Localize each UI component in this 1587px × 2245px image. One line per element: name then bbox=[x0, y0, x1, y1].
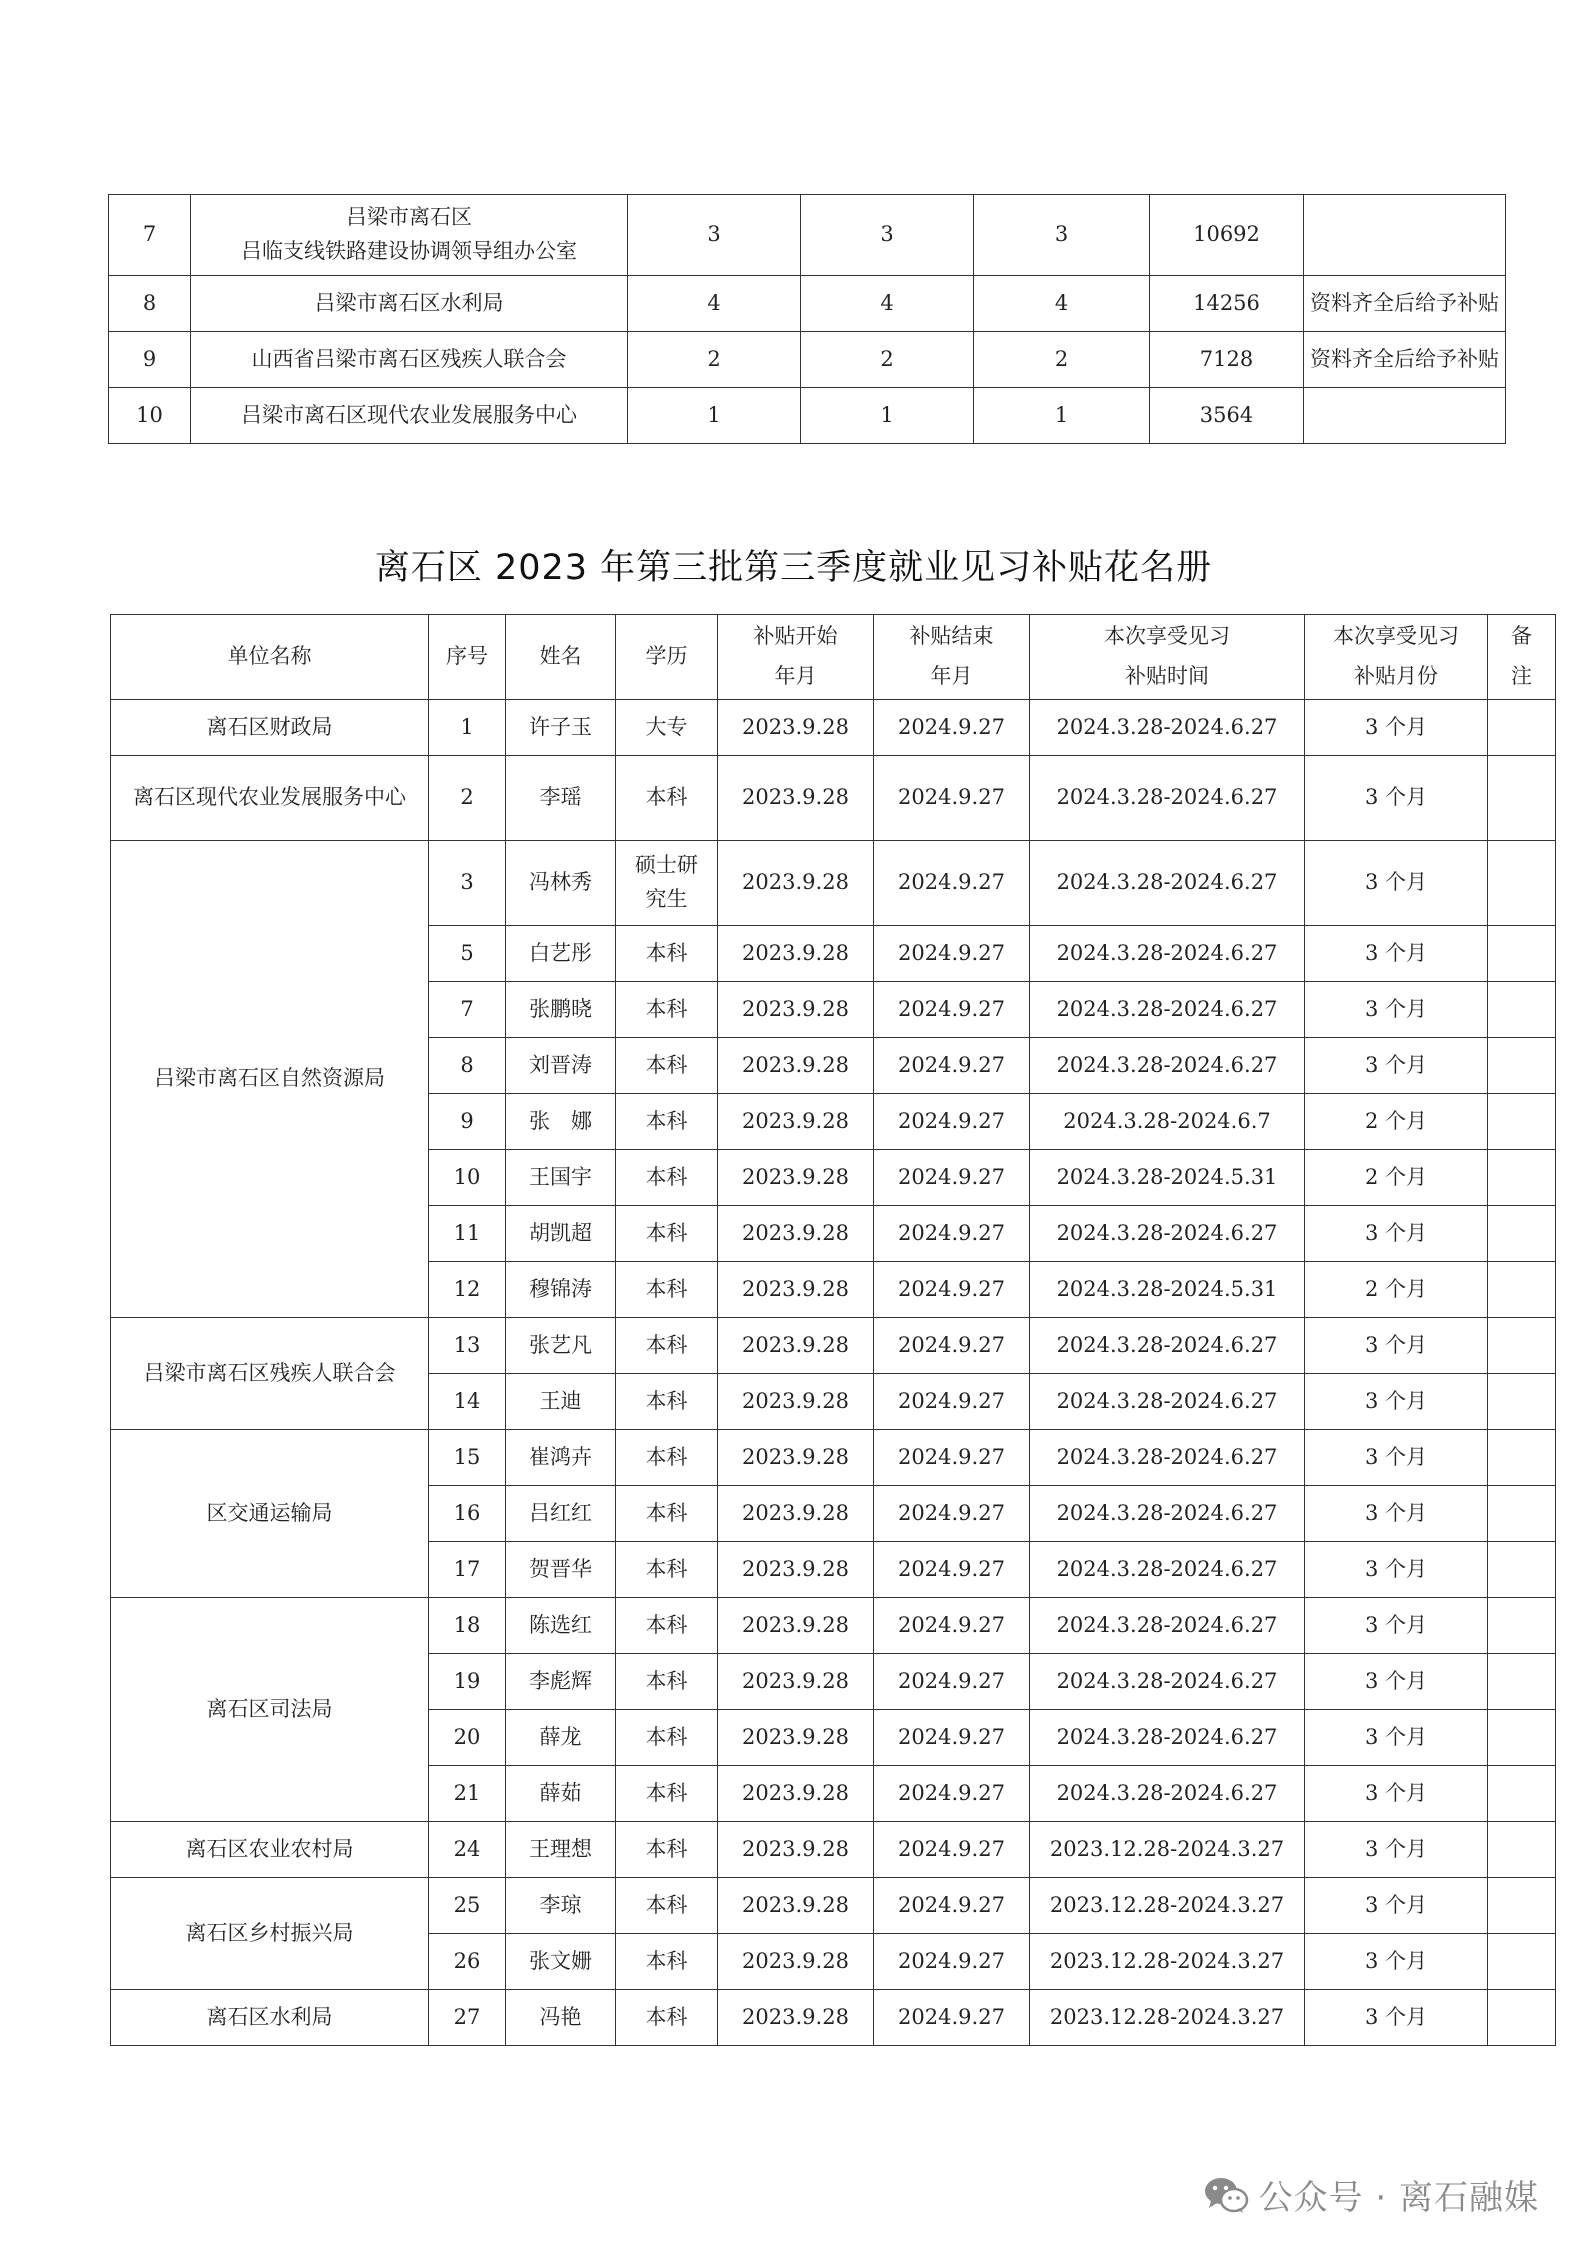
subsidy-period: 2024.3.28-2024.6.7 bbox=[1030, 1094, 1305, 1150]
table-row bbox=[111, 1990, 1556, 2046]
person-name: 白艺彤 bbox=[506, 926, 616, 982]
end-date: 2024.9.27 bbox=[874, 841, 1030, 926]
note-cell bbox=[1488, 982, 1556, 1038]
subsidy-months: 3 个月 bbox=[1305, 700, 1488, 756]
subsidy-period: 2024.3.28-2024.6.27 bbox=[1030, 926, 1305, 982]
table-row bbox=[111, 841, 1556, 926]
table-row bbox=[111, 1822, 1556, 1878]
row-no: 7 bbox=[109, 195, 191, 276]
subsidy-period: 2023.12.28-2024.3.27 bbox=[1030, 1990, 1305, 2046]
person-name: 王理想 bbox=[506, 1822, 616, 1878]
row-no: 18 bbox=[429, 1598, 506, 1654]
subsidy-period: 2023.12.28-2024.3.27 bbox=[1030, 1934, 1305, 1990]
note-cell bbox=[1488, 1598, 1556, 1654]
row-no: 10 bbox=[429, 1150, 506, 1206]
table-row bbox=[109, 195, 1506, 276]
unit-cell: 离石区水利局 bbox=[111, 1990, 429, 2046]
note-cell bbox=[1488, 926, 1556, 982]
row-no: 13 bbox=[429, 1318, 506, 1374]
table-row bbox=[111, 1598, 1556, 1654]
header-months-line2: 补贴月份 bbox=[1354, 664, 1438, 688]
row-no: 24 bbox=[429, 1822, 506, 1878]
start-date: 2023.9.28 bbox=[718, 1094, 874, 1150]
note-cell bbox=[1488, 1710, 1556, 1766]
amount: 10692 bbox=[1150, 195, 1304, 276]
subsidy-months: 3 个月 bbox=[1305, 1486, 1488, 1542]
start-date: 2023.9.28 bbox=[718, 1486, 874, 1542]
note-cell bbox=[1488, 1654, 1556, 1710]
header-period-line2: 补贴时间 bbox=[1125, 664, 1209, 688]
subsidy-months: 3 个月 bbox=[1305, 1374, 1488, 1430]
unit-cell: 离石区财政局 bbox=[111, 700, 429, 756]
note-cell bbox=[1488, 1542, 1556, 1598]
subsidy-period: 2024.3.28-2024.6.27 bbox=[1030, 1486, 1305, 1542]
subsidy-period: 2024.3.28-2024.6.27 bbox=[1030, 1598, 1305, 1654]
education bbox=[616, 841, 718, 926]
end-date: 2024.9.27 bbox=[874, 1766, 1030, 1822]
education: 本科 bbox=[616, 1878, 718, 1934]
table-row bbox=[111, 700, 1556, 756]
subsidy-months: 3 个月 bbox=[1305, 926, 1488, 982]
end-date: 2024.9.27 bbox=[874, 1710, 1030, 1766]
count-c: 4 bbox=[974, 276, 1150, 332]
note-cell bbox=[1488, 1822, 1556, 1878]
count-a: 2 bbox=[628, 332, 801, 388]
row-no: 14 bbox=[429, 1374, 506, 1430]
education: 本科 bbox=[616, 1262, 718, 1318]
start-date: 2023.9.28 bbox=[718, 1206, 874, 1262]
start-date: 2023.9.28 bbox=[718, 1654, 874, 1710]
subsidy-period: 2024.3.28-2024.6.27 bbox=[1030, 982, 1305, 1038]
table-row bbox=[111, 756, 1556, 841]
education: 本科 bbox=[616, 1318, 718, 1374]
watermark-text: 公众号 · 离石融媒 bbox=[1258, 2178, 1539, 2218]
start-date: 2023.9.28 bbox=[718, 700, 874, 756]
unit-name bbox=[191, 195, 628, 276]
start-date: 2023.9.28 bbox=[718, 1542, 874, 1598]
education: 本科 bbox=[616, 1430, 718, 1486]
subsidy-period: 2024.3.28-2024.6.27 bbox=[1030, 1206, 1305, 1262]
note-cell bbox=[1488, 700, 1556, 756]
start-date: 2023.9.28 bbox=[718, 756, 874, 841]
person-name: 贺晋华 bbox=[506, 1542, 616, 1598]
start-date: 2023.9.28 bbox=[718, 1598, 874, 1654]
header-note bbox=[1488, 615, 1556, 700]
note-cell bbox=[1488, 1766, 1556, 1822]
note bbox=[1304, 195, 1506, 276]
start-date: 2023.9.28 bbox=[718, 1262, 874, 1318]
count-a: 4 bbox=[628, 276, 801, 332]
subsidy-months: 2 个月 bbox=[1305, 1262, 1488, 1318]
education: 本科 bbox=[616, 1542, 718, 1598]
unit-name: 山西省吕梁市离石区残疾人联合会 bbox=[191, 332, 628, 388]
start-date: 2023.9.28 bbox=[718, 926, 874, 982]
count-c: 1 bbox=[974, 388, 1150, 444]
row-no: 1 bbox=[429, 700, 506, 756]
subsidy-period: 2024.3.28-2024.5.31 bbox=[1030, 1262, 1305, 1318]
person-name: 薛龙 bbox=[506, 1710, 616, 1766]
header-edu: 学历 bbox=[616, 615, 718, 700]
person-name: 刘晋涛 bbox=[506, 1038, 616, 1094]
subsidy-months: 3 个月 bbox=[1305, 982, 1488, 1038]
start-date: 2023.9.28 bbox=[718, 1878, 874, 1934]
end-date: 2024.9.27 bbox=[874, 756, 1030, 841]
subsidy-period: 2024.3.28-2024.6.27 bbox=[1030, 1766, 1305, 1822]
note-cell bbox=[1488, 1374, 1556, 1430]
end-date: 2024.9.27 bbox=[874, 1990, 1030, 2046]
end-date: 2024.9.27 bbox=[874, 1430, 1030, 1486]
subsidy-period: 2024.3.28-2024.6.27 bbox=[1030, 1374, 1305, 1430]
subsidy-period: 2024.3.28-2024.6.27 bbox=[1030, 756, 1305, 841]
row-no: 15 bbox=[429, 1430, 506, 1486]
education: 本科 bbox=[616, 1150, 718, 1206]
header-name: 姓名 bbox=[506, 615, 616, 700]
subsidy-period: 2024.3.28-2024.6.27 bbox=[1030, 1430, 1305, 1486]
end-date: 2024.9.27 bbox=[874, 1654, 1030, 1710]
note-cell bbox=[1488, 1934, 1556, 1990]
subsidy-period: 2024.3.28-2024.5.31 bbox=[1030, 1150, 1305, 1206]
person-name: 陈选红 bbox=[506, 1598, 616, 1654]
start-date: 2023.9.28 bbox=[718, 1318, 874, 1374]
person-name: 李彪辉 bbox=[506, 1654, 616, 1710]
count-a: 3 bbox=[628, 195, 801, 276]
subsidy-months: 3 个月 bbox=[1305, 1710, 1488, 1766]
header-unit: 单位名称 bbox=[111, 615, 429, 700]
row-no: 26 bbox=[429, 1934, 506, 1990]
note-cell bbox=[1488, 1990, 1556, 2046]
summary-table-continued bbox=[108, 194, 1506, 444]
count-b: 4 bbox=[801, 276, 974, 332]
education: 本科 bbox=[616, 1598, 718, 1654]
row-no: 16 bbox=[429, 1486, 506, 1542]
header-row bbox=[111, 615, 1556, 700]
subsidy-months: 3 个月 bbox=[1305, 1990, 1488, 2046]
row-no: 3 bbox=[429, 841, 506, 926]
start-date: 2023.9.28 bbox=[718, 1990, 874, 2046]
start-date: 2023.9.28 bbox=[718, 1710, 874, 1766]
subsidy-period: 2024.3.28-2024.6.27 bbox=[1030, 1318, 1305, 1374]
note bbox=[1304, 388, 1506, 444]
row-no: 21 bbox=[429, 1766, 506, 1822]
unit-cell: 吕梁市离石区自然资源局 bbox=[111, 841, 429, 1318]
row-no: 12 bbox=[429, 1262, 506, 1318]
education: 本科 bbox=[616, 1094, 718, 1150]
start-date: 2023.9.28 bbox=[718, 1822, 874, 1878]
header-note-line2: 注 bbox=[1511, 664, 1532, 688]
note-cell bbox=[1488, 841, 1556, 926]
education: 本科 bbox=[616, 1486, 718, 1542]
education: 本科 bbox=[616, 1766, 718, 1822]
education: 本科 bbox=[616, 1654, 718, 1710]
person-name: 张艺凡 bbox=[506, 1318, 616, 1374]
end-date: 2024.9.27 bbox=[874, 1318, 1030, 1374]
note-cell bbox=[1488, 1262, 1556, 1318]
education: 本科 bbox=[616, 1038, 718, 1094]
subsidy-months: 3 个月 bbox=[1305, 1038, 1488, 1094]
page-title: 离石区 2023 年第三批第三季度就业见习补贴花名册 bbox=[374, 548, 1213, 588]
subsidy-period: 2024.3.28-2024.6.27 bbox=[1030, 1710, 1305, 1766]
subsidy-period: 2024.3.28-2024.6.27 bbox=[1030, 1542, 1305, 1598]
end-date: 2024.9.27 bbox=[874, 1206, 1030, 1262]
end-date: 2024.9.27 bbox=[874, 1598, 1030, 1654]
note-cell bbox=[1488, 1486, 1556, 1542]
person-name: 李瑶 bbox=[506, 756, 616, 841]
person-name: 张文姗 bbox=[506, 1934, 616, 1990]
header-period-line1: 本次享受见习 bbox=[1104, 624, 1230, 649]
amount: 14256 bbox=[1150, 276, 1304, 332]
unit-cell: 离石区乡村振兴局 bbox=[111, 1878, 429, 1990]
subsidy-period: 2024.3.28-2024.6.27 bbox=[1030, 841, 1305, 926]
row-no: 17 bbox=[429, 1542, 506, 1598]
row-no: 8 bbox=[429, 1038, 506, 1094]
end-date: 2024.9.27 bbox=[874, 1934, 1030, 1990]
wechat-icon bbox=[1203, 2175, 1249, 2215]
start-date: 2023.9.28 bbox=[718, 982, 874, 1038]
row-no: 9 bbox=[429, 1094, 506, 1150]
note-cell bbox=[1488, 1878, 1556, 1934]
row-no: 10 bbox=[109, 388, 191, 444]
end-date: 2024.9.27 bbox=[874, 1262, 1030, 1318]
subsidy-period: 2023.12.28-2024.3.27 bbox=[1030, 1878, 1305, 1934]
count-c: 3 bbox=[974, 195, 1150, 276]
unit-cell: 离石区农业农村局 bbox=[111, 1822, 429, 1878]
row-no: 25 bbox=[429, 1878, 506, 1934]
education: 本科 bbox=[616, 1990, 718, 2046]
person-name: 冯林秀 bbox=[506, 841, 616, 926]
table-row bbox=[109, 276, 1506, 332]
row-no: 27 bbox=[429, 1990, 506, 2046]
header-period bbox=[1030, 615, 1305, 700]
unit-cell: 区交通运输局 bbox=[111, 1430, 429, 1598]
table-row bbox=[109, 332, 1506, 388]
end-date: 2024.9.27 bbox=[874, 1150, 1030, 1206]
unit-cell: 吕梁市离石区残疾人联合会 bbox=[111, 1318, 429, 1430]
person-name: 许子玉 bbox=[506, 700, 616, 756]
person-name: 吕红红 bbox=[506, 1486, 616, 1542]
subsidy-months: 3 个月 bbox=[1305, 1430, 1488, 1486]
subsidy-period: 2024.3.28-2024.6.27 bbox=[1030, 700, 1305, 756]
person-name: 穆锦涛 bbox=[506, 1262, 616, 1318]
row-no: 11 bbox=[429, 1206, 506, 1262]
header-no: 序号 bbox=[429, 615, 506, 700]
row-no: 5 bbox=[429, 926, 506, 982]
row-no: 8 bbox=[109, 276, 191, 332]
unit-cell: 离石区现代农业发展服务中心 bbox=[111, 756, 429, 841]
unit-name: 吕梁市离石区水利局 bbox=[191, 276, 628, 332]
unit-name-line1: 吕梁市离石区 bbox=[346, 205, 472, 230]
table-row bbox=[111, 1878, 1556, 1934]
row-no: 20 bbox=[429, 1710, 506, 1766]
end-date: 2024.9.27 bbox=[874, 1486, 1030, 1542]
count-b: 1 bbox=[801, 388, 974, 444]
subsidy-months: 3 个月 bbox=[1305, 756, 1488, 841]
education: 大专 bbox=[616, 700, 718, 756]
person-name: 冯艳 bbox=[506, 1990, 616, 2046]
start-date: 2023.9.28 bbox=[718, 1038, 874, 1094]
table-row bbox=[111, 1318, 1556, 1374]
amount: 3564 bbox=[1150, 388, 1304, 444]
person-name: 薛茹 bbox=[506, 1766, 616, 1822]
start-date: 2023.9.28 bbox=[718, 1374, 874, 1430]
note-cell bbox=[1488, 756, 1556, 841]
note-cell bbox=[1488, 1318, 1556, 1374]
subsidy-months: 3 个月 bbox=[1305, 841, 1488, 926]
roster-table bbox=[110, 614, 1556, 2046]
education: 本科 bbox=[616, 1206, 718, 1262]
education: 本科 bbox=[616, 926, 718, 982]
header-months-line1: 本次享受见习 bbox=[1333, 624, 1459, 649]
note-cell bbox=[1488, 1150, 1556, 1206]
note: 资料齐全后给予补贴 bbox=[1304, 332, 1506, 388]
education: 本科 bbox=[616, 1710, 718, 1766]
header-months bbox=[1305, 615, 1488, 700]
amount: 7128 bbox=[1150, 332, 1304, 388]
person-name: 崔鸿卉 bbox=[506, 1430, 616, 1486]
end-date: 2024.9.27 bbox=[874, 1094, 1030, 1150]
education: 本科 bbox=[616, 1822, 718, 1878]
note-cell bbox=[1488, 1038, 1556, 1094]
subsidy-period: 2024.3.28-2024.6.27 bbox=[1030, 1654, 1305, 1710]
education: 本科 bbox=[616, 982, 718, 1038]
education-line1: 硕士研 bbox=[635, 853, 698, 878]
count-b: 2 bbox=[801, 332, 974, 388]
start-date: 2023.9.28 bbox=[718, 1934, 874, 1990]
subsidy-months: 3 个月 bbox=[1305, 1878, 1488, 1934]
education: 本科 bbox=[616, 756, 718, 841]
header-end-line2: 年月 bbox=[930, 664, 973, 688]
count-a: 1 bbox=[628, 388, 801, 444]
end-date: 2024.9.27 bbox=[874, 1038, 1030, 1094]
person-name: 李琼 bbox=[506, 1878, 616, 1934]
end-date: 2024.9.27 bbox=[874, 926, 1030, 982]
subsidy-months: 2 个月 bbox=[1305, 1094, 1488, 1150]
end-date: 2024.9.27 bbox=[874, 1822, 1030, 1878]
subsidy-months: 2 个月 bbox=[1305, 1150, 1488, 1206]
header-note-line1: 备 bbox=[1511, 624, 1532, 649]
note-cell bbox=[1488, 1094, 1556, 1150]
subsidy-period: 2024.3.28-2024.6.27 bbox=[1030, 1038, 1305, 1094]
subsidy-months: 3 个月 bbox=[1305, 1598, 1488, 1654]
start-date: 2023.9.28 bbox=[718, 841, 874, 926]
count-b: 3 bbox=[801, 195, 974, 276]
subsidy-months: 3 个月 bbox=[1305, 1654, 1488, 1710]
subsidy-months: 3 个月 bbox=[1305, 1766, 1488, 1822]
table-row bbox=[109, 388, 1506, 444]
table-row bbox=[111, 1430, 1556, 1486]
end-date: 2024.9.27 bbox=[874, 982, 1030, 1038]
subsidy-period: 2023.12.28-2024.3.27 bbox=[1030, 1822, 1305, 1878]
header-end-line1: 补贴结束 bbox=[909, 624, 994, 649]
education: 本科 bbox=[616, 1374, 718, 1430]
row-no: 9 bbox=[109, 332, 191, 388]
person-name: 张 娜 bbox=[506, 1094, 616, 1150]
end-date: 2024.9.27 bbox=[874, 700, 1030, 756]
end-date: 2024.9.27 bbox=[874, 1542, 1030, 1598]
person-name: 张鹏晓 bbox=[506, 982, 616, 1038]
unit-name: 吕梁市离石区现代农业发展服务中心 bbox=[191, 388, 628, 444]
note-cell bbox=[1488, 1430, 1556, 1486]
end-date: 2024.9.27 bbox=[874, 1374, 1030, 1430]
header-start-line1: 补贴开始 bbox=[753, 624, 838, 649]
header-end bbox=[874, 615, 1030, 700]
row-no: 2 bbox=[429, 756, 506, 841]
subsidy-months: 3 个月 bbox=[1305, 1318, 1488, 1374]
header-start bbox=[718, 615, 874, 700]
watermark bbox=[1203, 2170, 1539, 2219]
unit-cell: 离石区司法局 bbox=[111, 1598, 429, 1822]
subsidy-months: 3 个月 bbox=[1305, 1206, 1488, 1262]
start-date: 2023.9.28 bbox=[718, 1150, 874, 1206]
unit-name-line2: 吕临支线铁路建设协调领导组办公室 bbox=[241, 239, 577, 263]
start-date: 2023.9.28 bbox=[718, 1430, 874, 1486]
end-date: 2024.9.27 bbox=[874, 1878, 1030, 1934]
person-name: 王国宇 bbox=[506, 1150, 616, 1206]
row-no: 19 bbox=[429, 1654, 506, 1710]
education: 本科 bbox=[616, 1934, 718, 1990]
row-no: 7 bbox=[429, 982, 506, 1038]
subsidy-months: 3 个月 bbox=[1305, 1822, 1488, 1878]
person-name: 胡凯超 bbox=[506, 1206, 616, 1262]
education-line2: 究生 bbox=[645, 887, 688, 911]
note-cell bbox=[1488, 1206, 1556, 1262]
note: 资料齐全后给予补贴 bbox=[1304, 276, 1506, 332]
person-name: 王迪 bbox=[506, 1374, 616, 1430]
count-c: 2 bbox=[974, 332, 1150, 388]
subsidy-months: 3 个月 bbox=[1305, 1542, 1488, 1598]
subsidy-months: 3 个月 bbox=[1305, 1934, 1488, 1990]
header-start-line2: 年月 bbox=[774, 664, 817, 688]
start-date: 2023.9.28 bbox=[718, 1766, 874, 1822]
